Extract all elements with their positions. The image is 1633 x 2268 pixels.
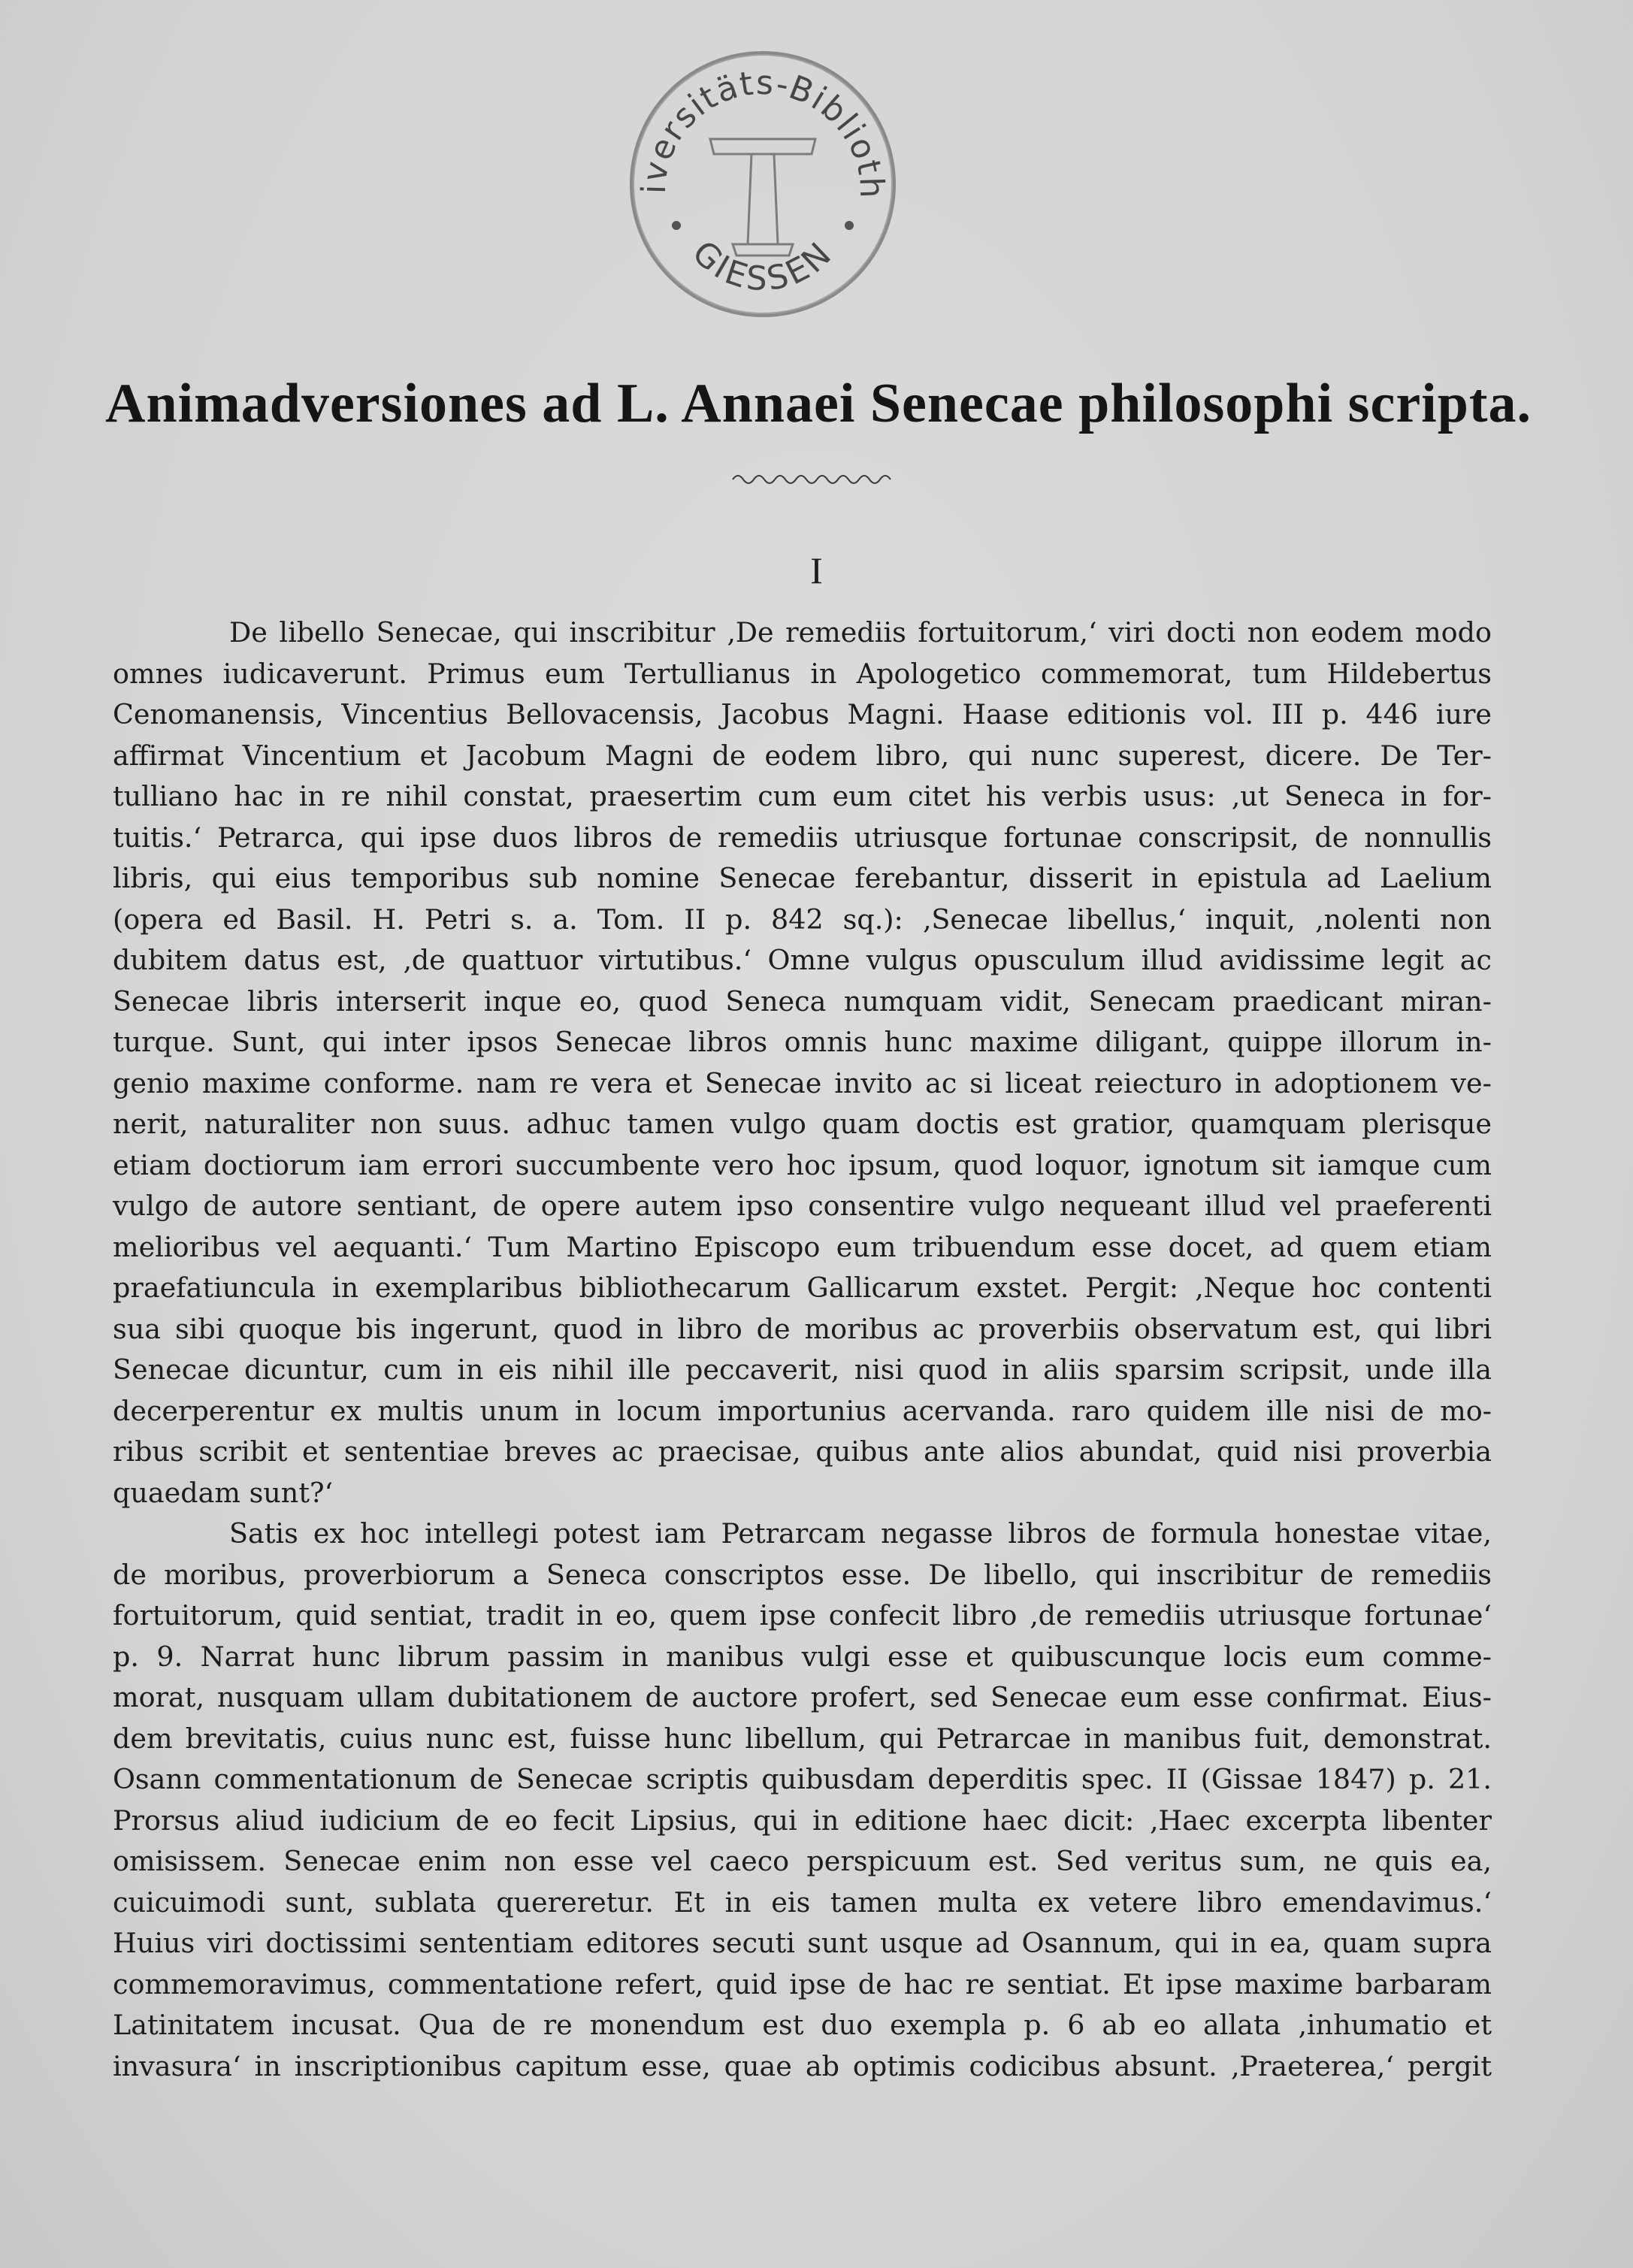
text-line: omisissem. Senecae enim non esse vel caeco perspicuum est. Sed veritus sum, ne quis ea,: [113, 1845, 1492, 1877]
text-line: invasura‘ in inscriptionibus capitum esse, quae ab optimis codicibus absunt. ‚Praeterea,‘ pergit: [113, 2049, 1492, 2082]
text-line: melioribus vel aequanti.‘ Tum Martino Episcopo eum tribuendum esse docet, ad quem etiam: [113, 1230, 1492, 1263]
svg-text:Universitäts-Bibliothek: iversitäts-Biblioth: [634, 63, 891, 201]
text-line: morat, nusquam ullam dubitationem de auctore profert, sed Senecae eum esse confirmat. Eius-: [113, 1681, 1492, 1713]
text-line: omnes iudicaverunt. Primus eum Tertullianus in Apologetico commemorat, tum Hildebertus: [113, 657, 1492, 690]
text-line: Senecae dicuntur, cum in eis nihil ille peccaverit, nisi quod in aliis sparsim scripsit, unde illa: [113, 1353, 1492, 1386]
text-line: de moribus, proverbiorum a Seneca conscriptos esse. De libello, qui inscribitur de remediis: [113, 1558, 1492, 1591]
text-line: dem brevitatis, cuius nunc est, fuisse hunc libellum, qui Petrarcae in manibus fuit, demonstrat.: [113, 1722, 1492, 1755]
text-line: (opera ed Basil. H. Petri s. a. Tom. II p. 842 sq.): ‚Senecae libellus,‘ inquit, ‚nolenti non: [113, 903, 1492, 936]
text-line: Latinitatem incusat. Qua de re monendum est duo exempla p. 6 ab eo allata ‚inhumatio et: [113, 2009, 1492, 2041]
text-line: genio maxime conforme. nam re vera et Senecae invito ac si liceat reiecturo in adoptionem ve-: [113, 1066, 1492, 1099]
paragraph-1: [113, 612, 1492, 1514]
text-line: quaedam sunt?‘: [113, 1476, 334, 1509]
text-line: turque. Sunt, qui inter ipsos Senecae libros omnis hunc maxime diligant, quippe illorum in-: [113, 1026, 1492, 1058]
text-line: Huius viri doctissimi sententiam editores secuti sunt usque ad Osannum, qui in ea, quam supra: [113, 1927, 1492, 1959]
text-line: commemoravimus, commentatione refert, quid ipse de hac re sentiat. Et ipse maxime barbaram: [113, 1967, 1492, 2000]
decorative-rule-ornament: [729, 466, 894, 488]
text-line: Satis ex hoc intellegi potest iam Petrarcam negasse libros de formula honestae vitae,: [229, 1517, 1492, 1550]
text-line: tulliano hac in re nihil constat, praesertim cum eum citet his verbis usus: ‚ut Seneca in for-: [113, 780, 1492, 812]
text-line: ribus scribit et sententiae breves ac praecisae, quibus ante alios abundat, quid nisi proverbia: [113, 1435, 1492, 1468]
text-line: decerperentur ex multis unum in locum importunius acervanda. raro quidem ille nisi de mo-: [113, 1394, 1492, 1427]
text-line: affirmat Vincentium et Jacobum Magni de eodem libro, qui nunc superest, dicere. De Ter-: [113, 739, 1492, 772]
text-line: fortuitorum, quid sentiat, tradit in eo, quem ipse confecit libro ‚de remediis utriusque fortunae‘: [113, 1599, 1492, 1631]
library-stamp: [612, 34, 913, 334]
text-line: Cenomanensis, Vincentius Bellovacensis, Jacobus Magni. Haase editionis vol. III p. 446 iure: [113, 698, 1492, 730]
text-line: libris, qui eius temporibus sub nomine Senecae ferebantur, disserit in epistula ad Laelium: [113, 862, 1492, 894]
body-text: [113, 612, 1492, 2087]
paragraph-2: [113, 1514, 1492, 2087]
text-line: dubitem datus est, ‚de quattuor virtutibus.‘ Omne vulgus opusculum illud avidissime legit ac: [113, 944, 1492, 976]
page-title: Animadversiones ad L. Annaei Senecae philosophi scripta.: [105, 373, 1532, 434]
text-line: vulgo de autore sentiant, de opere autem ipso consentire vulgo nequeant illud vel praeferenti: [113, 1190, 1492, 1222]
svg-text:GIESSEN: GIESSEN: [685, 233, 841, 299]
text-line: etiam doctiorum iam errori succumbente vero hoc ipsum, quod loquor, ignotum sit iamque cum: [113, 1148, 1492, 1181]
text-line: cuicuimodi sunt, sublata quereretur. Et in eis tamen multa ex vetere libro emendavimus.‘: [113, 1885, 1492, 1919]
stamp-seal: [612, 34, 913, 334]
text-line: Prorsus aliud iudicium de eo fecit Lipsius, qui in editione haec dicit: ‚Haec excerpta libenter: [113, 1804, 1492, 1837]
text-line: De libello Senecae, qui inscribitur ‚De remediis fortuitorum,‘ viri docti non eodem modo: [229, 616, 1492, 649]
text-line: praefatiuncula in exemplaribus bibliothecarum Gallicarum exstet. Pergit: ‚Neque hoc contenti: [113, 1272, 1492, 1304]
text-line: sua sibi quoque bis ingerunt, quod in libro de moribus ac proverbiis observatum est, qui libri: [113, 1312, 1492, 1345]
text-line: p. 9. Narrat hunc librum passim in manibus vulgi esse et quibuscunque locis eum comme-: [113, 1640, 1492, 1673]
text-line: Senecae libris interserit inque eo, quod Seneca numquam vidit, Senecam praedicant miran-: [113, 984, 1492, 1018]
text-line: nerit, naturaliter non suus. adhuc tamen vulgo quam doctis est gratior, quamquam plerisque: [113, 1108, 1492, 1140]
text-line: tuitis.‘ Petrarca, qui ipse duos libros de remediis utriusque fortunae conscripsit, de nonnullis: [113, 821, 1492, 854]
text-line: Osann commentationum de Senecae scriptis quibusdam deperditis spec. II (Gissae 1847) p. 21.: [113, 1763, 1492, 1795]
section-number: I: [810, 549, 823, 591]
